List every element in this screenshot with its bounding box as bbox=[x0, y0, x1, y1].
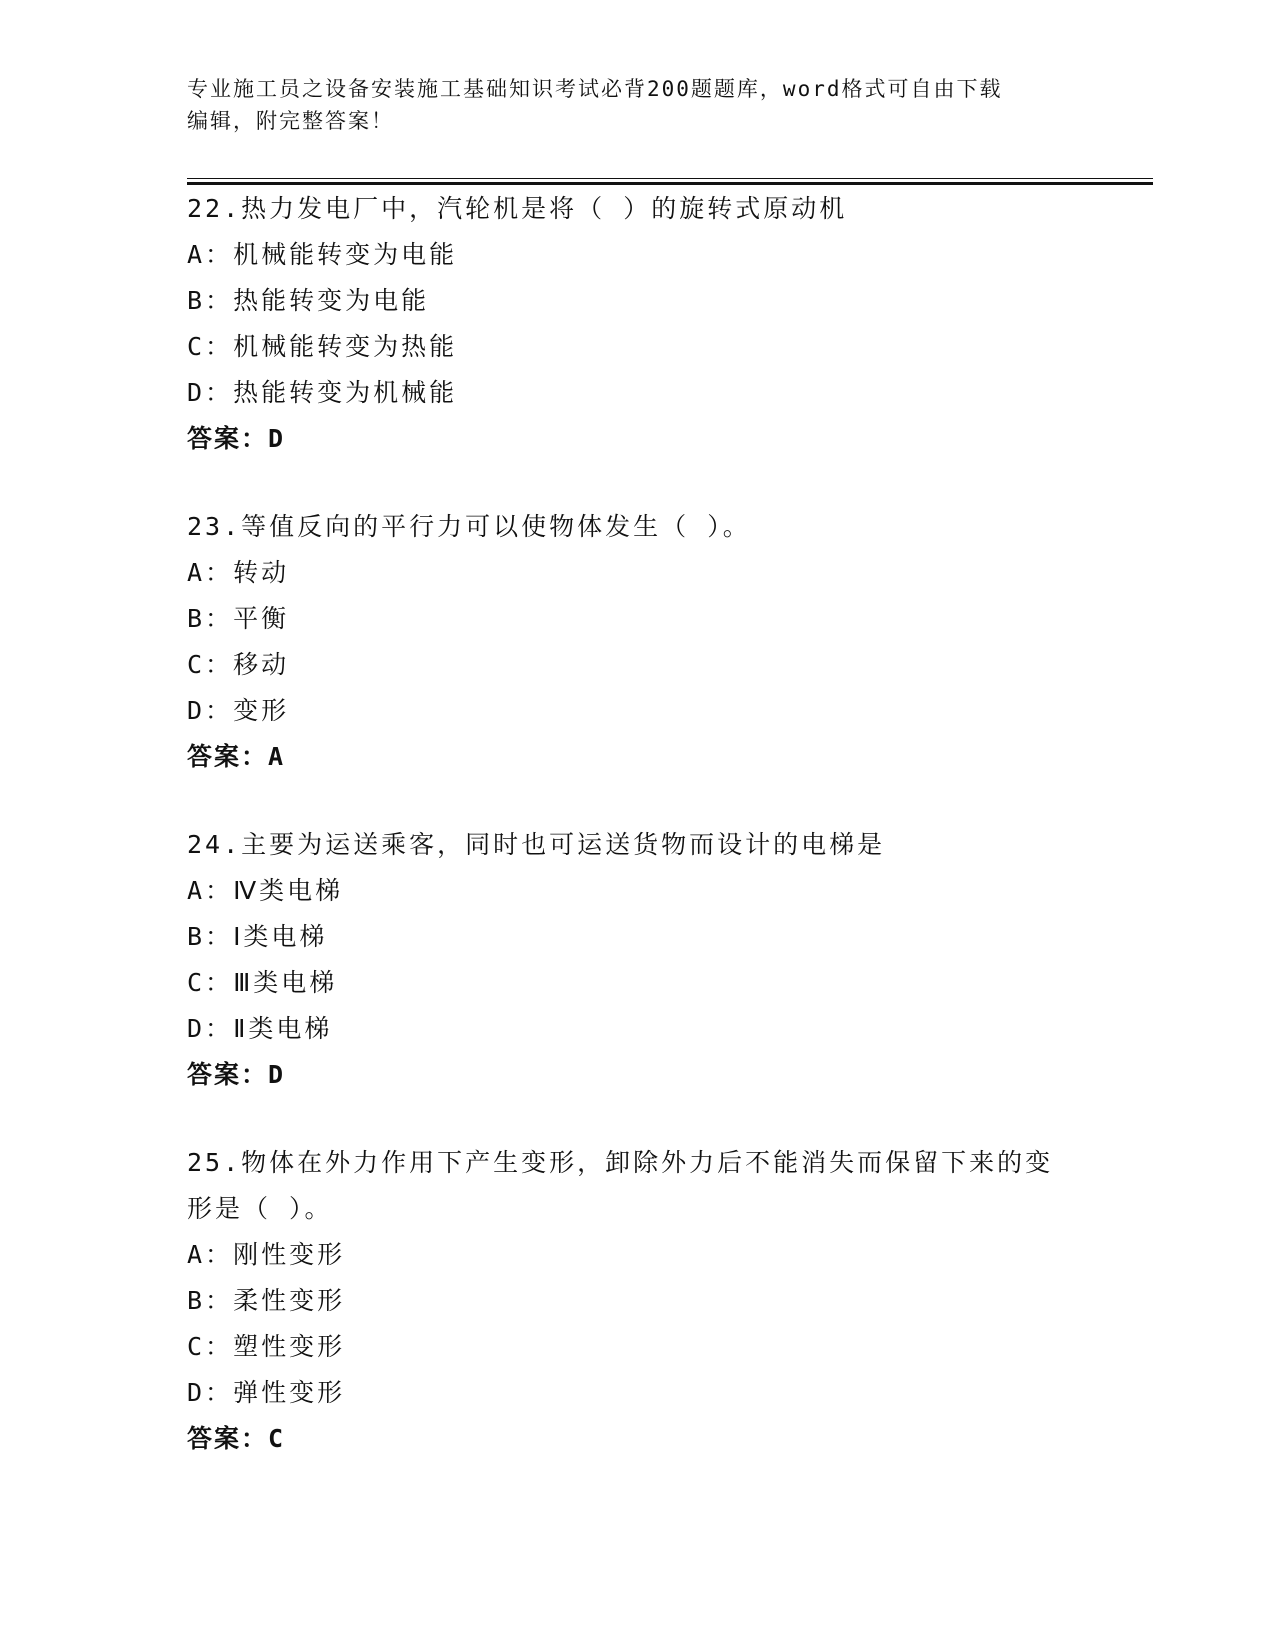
option-letter: A： bbox=[187, 240, 234, 269]
option-text: 塑性变形 bbox=[233, 1332, 346, 1361]
option-a bbox=[187, 1232, 1087, 1278]
header-divider-thin bbox=[187, 178, 1153, 179]
option-letter: A： bbox=[187, 1240, 234, 1269]
option-letter: C： bbox=[187, 650, 234, 679]
option-letter: D： bbox=[187, 1378, 234, 1407]
option-text: 机械能转变为电能 bbox=[233, 240, 458, 269]
answer-line: 答案：A bbox=[187, 742, 286, 771]
option-b bbox=[187, 596, 1087, 642]
option-letter: B： bbox=[187, 604, 234, 633]
option-text: Ⅳ类电梯 bbox=[233, 876, 344, 905]
option-d bbox=[187, 1370, 1087, 1416]
option-letter: D： bbox=[187, 378, 234, 407]
option-letter: B： bbox=[187, 286, 234, 315]
option-a bbox=[187, 550, 1087, 596]
question-22 bbox=[187, 186, 1087, 462]
answer-line: 答案：D bbox=[187, 1060, 286, 1089]
option-c bbox=[187, 324, 1087, 370]
option-b bbox=[187, 278, 1087, 324]
question-stem-line-2: 形是（ ）。 bbox=[187, 1194, 333, 1223]
option-letter: B： bbox=[187, 922, 234, 951]
option-letter: D： bbox=[187, 1014, 234, 1043]
option-text: 移动 bbox=[233, 650, 290, 679]
question-24 bbox=[187, 822, 1087, 1098]
option-text: Ⅰ类电梯 bbox=[233, 922, 328, 951]
option-b bbox=[187, 1278, 1087, 1324]
question-stem: 23.等值反向的平行力可以使物体发生（ ）。 bbox=[187, 512, 751, 541]
option-b bbox=[187, 914, 1087, 960]
answer-line: 答案：C bbox=[187, 1424, 286, 1453]
header-divider-thick bbox=[187, 182, 1153, 185]
header-line-1: 专业施工员之设备安装施工基础知识考试必背200题题库，word格式可自由下载 bbox=[187, 77, 1003, 101]
option-a bbox=[187, 868, 1087, 914]
option-text: 热能转变为电能 bbox=[233, 286, 430, 315]
option-letter: A： bbox=[187, 558, 234, 587]
option-text: 柔性变形 bbox=[233, 1286, 346, 1315]
option-text: 平衡 bbox=[233, 604, 290, 633]
option-letter: A： bbox=[187, 876, 234, 905]
option-text: Ⅲ类电梯 bbox=[233, 968, 338, 997]
answer-line: 答案：D bbox=[187, 424, 286, 453]
option-text: 弹性变形 bbox=[233, 1378, 346, 1407]
option-text: 刚性变形 bbox=[233, 1240, 346, 1269]
option-c bbox=[187, 1324, 1087, 1370]
option-letter: B： bbox=[187, 1286, 234, 1315]
option-d bbox=[187, 370, 1087, 416]
question-stem-line-1: 25.物体在外力作用下产生变形，卸除外力后不能消失而保留下来的变 bbox=[187, 1148, 1054, 1177]
option-c bbox=[187, 642, 1087, 688]
option-d bbox=[187, 1006, 1087, 1052]
question-23 bbox=[187, 504, 1087, 780]
option-text: 热能转变为机械能 bbox=[233, 378, 458, 407]
document-header bbox=[187, 73, 1067, 137]
header-line-2: 编辑，附完整答案！ bbox=[187, 109, 394, 133]
question-stem: 24.主要为运送乘客，同时也可运送货物而设计的电梯是 bbox=[187, 830, 886, 859]
option-d bbox=[187, 688, 1087, 734]
option-letter: C： bbox=[187, 1332, 234, 1361]
option-letter: D： bbox=[187, 696, 234, 725]
option-text: Ⅱ类电梯 bbox=[233, 1014, 333, 1043]
option-letter: C： bbox=[187, 332, 234, 361]
option-text: 转动 bbox=[233, 558, 290, 587]
question-stem: 22.热力发电厂中，汽轮机是将（ ）的旋转式原动机 bbox=[187, 194, 848, 223]
option-text: 机械能转变为热能 bbox=[233, 332, 458, 361]
option-letter: C： bbox=[187, 968, 234, 997]
question-25 bbox=[187, 1140, 1087, 1462]
option-a bbox=[187, 232, 1087, 278]
option-c bbox=[187, 960, 1087, 1006]
option-text: 变形 bbox=[233, 696, 290, 725]
